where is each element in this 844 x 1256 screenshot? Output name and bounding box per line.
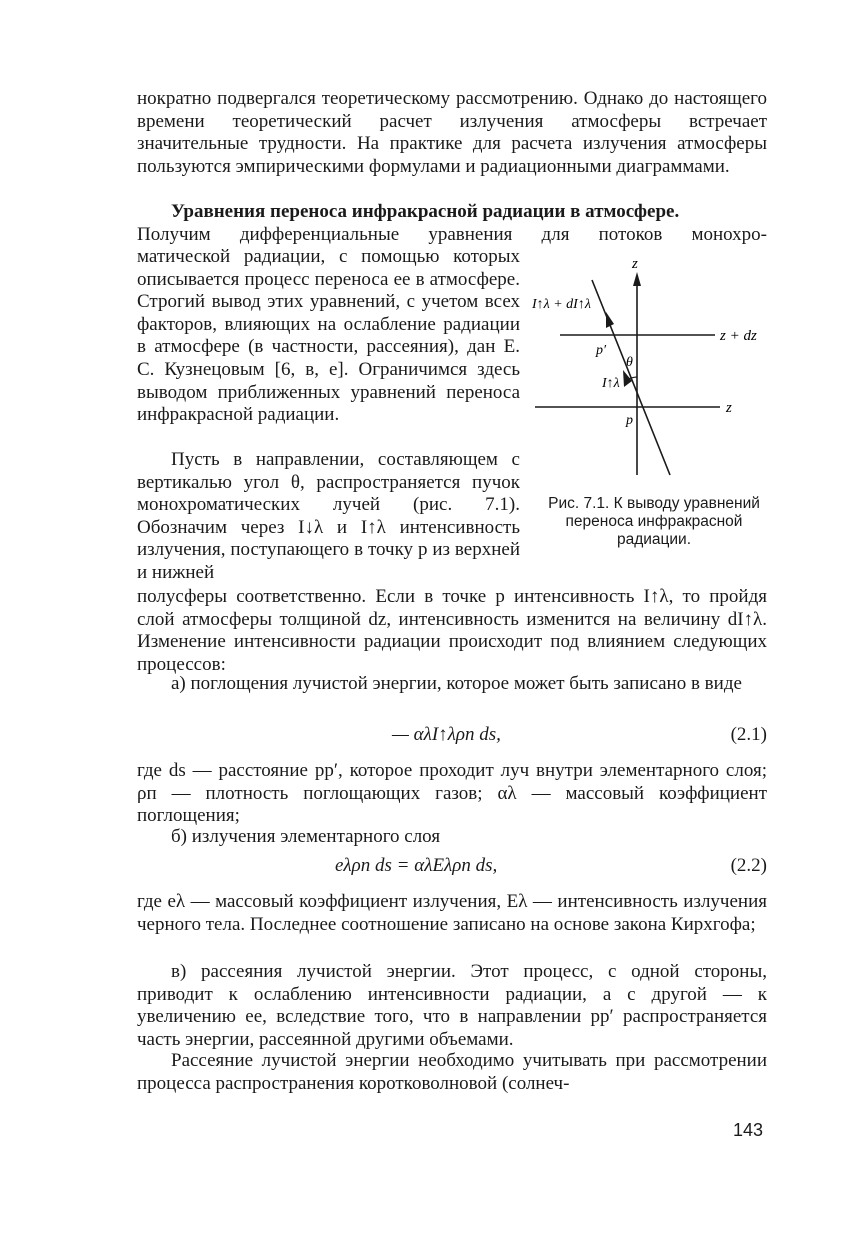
equation-2-1-formula: — αλI↑λρп ds,: [392, 724, 501, 745]
label-z-dz: z + dz: [720, 328, 757, 344]
z-axis-arrow-icon: [633, 272, 641, 286]
label-p-prime: p′: [596, 343, 607, 358]
label-z-axis: z: [632, 256, 638, 272]
label-theta: θ: [626, 355, 633, 370]
equation-2-2-formula: eλρп ds = αλEλρп ds,: [335, 855, 498, 876]
paragraph-derivation: матической радиации, с помощью которых описывается процесс переноса ее в атмосфере. Строгий вывод этих уравнений, с учетом всех факторов, влияющих на ослабление радиации в атмосфере (в частности, рассеяния), дан Е. С. Кузнецовым [6, в, е]. Ограничимся здесь выводом приближенных уравнений переноса инфракрасной радиации.: [137, 246, 520, 426]
equation-2-1-number: (2.1): [730, 724, 767, 745]
page-number: 143: [733, 1120, 764, 1140]
label-intensity: I↑λ: [602, 376, 620, 391]
paragraph-absorption-terms: где ds — расстояние pp′, которое проходит луч внутри элементарного слоя; ρп — плотность поглощающих газов; αλ — массовый коэффициент поглощения;: [137, 760, 767, 827]
section-heading: Уравнения переноса инфракрасной радиации в атмосфере.: [171, 201, 680, 222]
equation-2-1: [137, 724, 767, 748]
list-item-emission: б) излучения элементарного слоя: [171, 826, 441, 847]
paragraph-intro: нократно подвергался теоретическому рассмотрению. Однако до настоящего времени теоретический расчет излучения атмосферы встречает значительные трудности. На практике для расчета излучения атмосферы пользуются эмпирическими формулами и радиационными диаграммами.: [137, 88, 767, 177]
label-z-level: z: [726, 400, 732, 416]
paragraph-direction: Пусть в направлении, составляющем с вертикалью угол θ, распространяется пучок монохроматических лучей (рис. 7.1). Обозначим через I↓λ и I↑λ интенсивность излучения, поступающего в точку p из верхней и нижней: [137, 449, 520, 583]
figure-7-1: [520, 250, 780, 490]
label-p: p: [626, 413, 633, 428]
paragraph-emission-terms: где eλ — массовый коэффициент излучения, Eλ — интенсивность излучения черного тела. Последнее соотношение записано на основе закона Кирхгофа;: [137, 891, 767, 935]
list-item-scattering: в) рассеяния лучистой энергии. Этот процесс, с одной стороны, приводит к ослаблению интенсивности радиации, а с другой — к увеличению ее, вследствие того, что в направлении pp′ распространяется часть энергии, рассеянной другими объемами.: [137, 961, 767, 1050]
ray-arrow-upper-icon: [606, 312, 614, 328]
paragraph-hemisphere: полусферы соответственно. Если в точке p интенсивность I↑λ, то пройдя слой атмосферы толщиной dz, интенсивность изменится на величину dI↑λ. Изменение интенсивности радиации происходит под влиянием следующих процессов:: [137, 586, 767, 675]
equation-2-2-number: (2.2): [730, 855, 767, 876]
equation-2-2: [137, 855, 767, 879]
figure-caption: Рис. 7.1. К выводу уравнений переноса инфракрасной радиации.: [548, 495, 760, 548]
label-intensity-increment: I↑λ + dI↑λ: [532, 297, 591, 312]
paragraph-derivation-first-line: Получим дифференциальные уравнения для потоков монохро-: [137, 224, 767, 245]
list-item-absorption: а) поглощения лучистой энергии, которое может быть записано в виде: [171, 673, 742, 694]
paragraph-scattering: Рассеяние лучистой энергии необходимо учитывать при рассмотрении процесса распространения коротковолновой (солнеч-: [137, 1050, 767, 1094]
